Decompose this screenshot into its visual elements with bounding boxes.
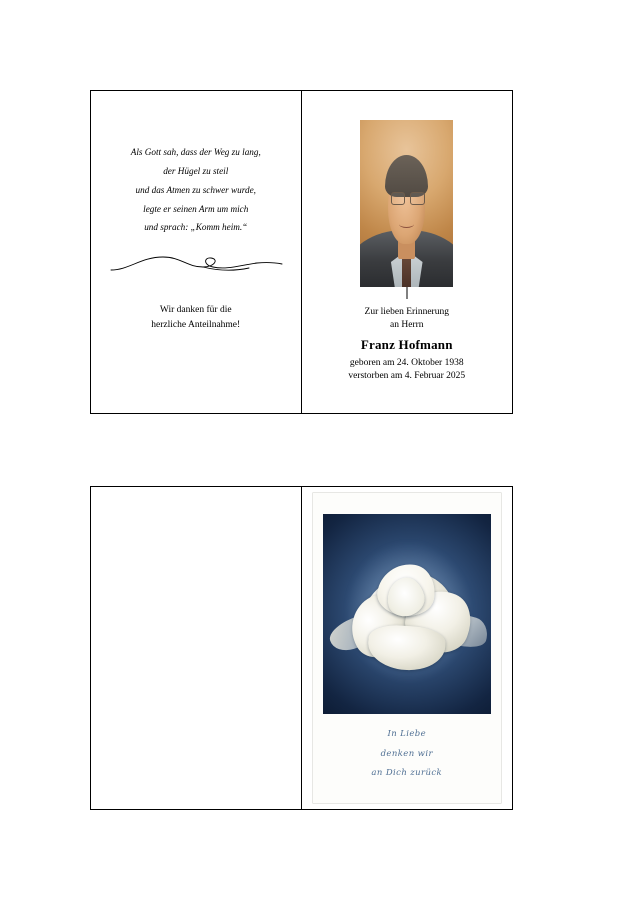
memorial-lead-line: Zur lieben Erinnerung (364, 307, 449, 317)
card-panel-blank (91, 487, 302, 809)
verse-line: der Hügel zu steil (163, 165, 229, 176)
rose-caption-line: denken wir (380, 748, 433, 759)
photo-eyeglass-right (410, 192, 424, 206)
birth-date-line: geboren am 24. Oktober 1938 (349, 357, 464, 368)
portrait-photo (360, 120, 453, 287)
thanks-block (91, 303, 301, 332)
memorial-dates (302, 357, 513, 384)
flourish-ornament-icon (91, 251, 301, 277)
rose-caption-line: In Liebe (387, 729, 427, 739)
white-rose-photo (323, 514, 491, 714)
photo-tie (402, 255, 411, 287)
card-panel-cover (302, 487, 513, 809)
memorial-card-outside (90, 486, 513, 810)
death-date-line: verstorben am 4. Februar 2025 (348, 370, 466, 381)
verse-line: Als Gott sah, dass der Weg zu lang, (130, 147, 261, 157)
memorial-text-block (302, 306, 513, 383)
rose-cover-card (313, 493, 501, 803)
photo-smile (399, 220, 414, 228)
portrait-photo-frame (360, 120, 453, 287)
deceased-name: Franz Hofmann (360, 336, 453, 352)
verse-line: legte er seinen Arm um mich (143, 203, 249, 214)
thanks-line: Wir danken für die (159, 305, 232, 316)
thanks-line: herzliche Anteilnahme! (151, 319, 241, 330)
card-panel-memorial (302, 91, 513, 413)
memorial-lead (302, 306, 513, 332)
verse-block (91, 143, 301, 237)
verse-line: und das Atmen zu schwer wurde, (135, 184, 256, 195)
rose-caption (313, 725, 501, 784)
card-panel-verse (91, 91, 302, 413)
memorial-lead-line: an Herrn (390, 319, 424, 330)
rose-caption-line: an Dich zurück (371, 768, 443, 779)
memorial-card-inside (90, 90, 513, 414)
photo-eyeglass-left (391, 192, 405, 206)
verse-line: und sprach: „Komm heim.“ (144, 222, 248, 233)
portrait-stem-line (406, 287, 407, 299)
